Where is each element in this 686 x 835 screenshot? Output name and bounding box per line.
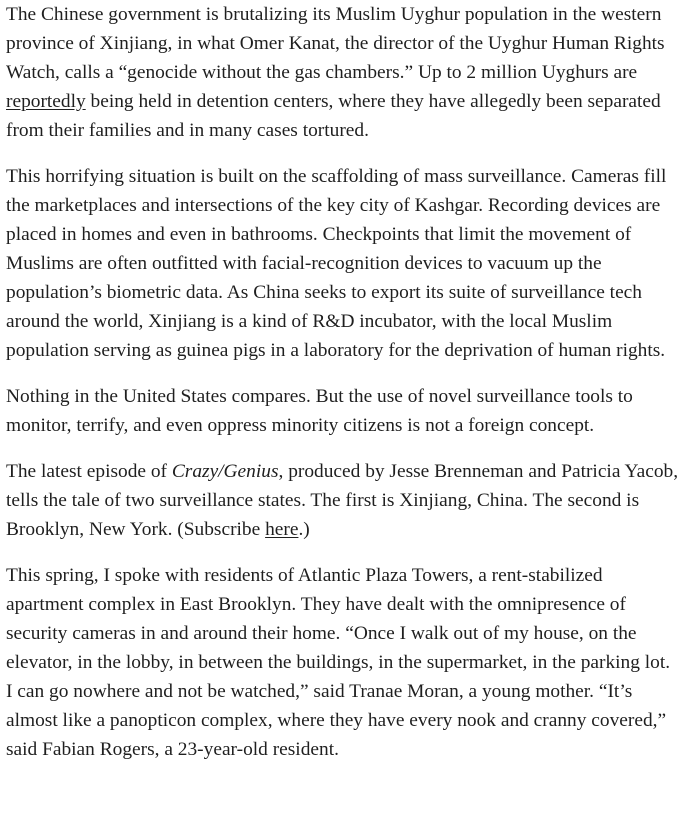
show-title: Crazy/Genius — [171, 461, 279, 482]
paragraph-text: , produced by Jesse Brenneman and Patricia Yacob, tells the tale of two surveillance states. The first is Xinjiang, China. The second is Brooklyn, New York. (Subscribe — [6, 461, 679, 540]
paragraph-brooklyn-residents: This spring, I spoke with residents of Atlantic Plaza Towers, a rent-stabilized apartment complex in East Brooklyn. They have dealt with the omnipresence of security cameras in and around their home. “Once I walk out of my house, on the elevator, in the lobby, in between the buildings, in the supermarket, in the parking lot. I can go nowhere and not be watched,” said Tranae Moran, a young mother. “It’s almost like a panopticon complex, where they have every nook and cranny covered,” said Fabian Rogers, a 23-year-old resident. — [6, 565, 671, 760]
subscribe-link[interactable]: here — [265, 519, 299, 540]
paragraph-united-states: Nothing in the United States compares. But the use of novel surveillance tools to monitor, terrify, and even oppress minority citizens is not a foreign concept. — [6, 386, 633, 436]
paragraph-text: The Chinese government is brutalizing its Muslim Uyghur population in the western province of Xinjiang, in what Omer Kanat, the director of the Uyghur Human Rights Watch, calls a “genocide without the gas chambers.” Up to 2 million Uyghurs are — [6, 4, 665, 83]
paragraph-episode — [6, 457, 680, 544]
paragraph-surveillance: This horrifying situation is built on the scaffolding of mass surveillance. Cameras fill the marketplaces and intersections of the key city of Kashgar. Recording devices are placed in homes and even in bathrooms. Checkpoints that limit the movement of Muslims are often outfitted with facial-recognition devices to vacuum up the population’s biometric data. As China seeks to export its suite of surveillance tech around the world, Xinjiang is a kind of R&D incubator, with the local Muslim population serving as guinea pigs in a laboratory for the deprivation of human rights. — [6, 166, 667, 361]
paragraph-text: being held in detention centers, where they have allegedly been separated from their families and in many cases tortured. — [6, 91, 661, 141]
paragraph-text: .) — [298, 519, 310, 540]
paragraph-text: The latest episode of — [6, 461, 172, 482]
paragraph-xinjiang-intro — [6, 0, 680, 145]
reportedly-link[interactable]: reportedly — [6, 91, 86, 112]
